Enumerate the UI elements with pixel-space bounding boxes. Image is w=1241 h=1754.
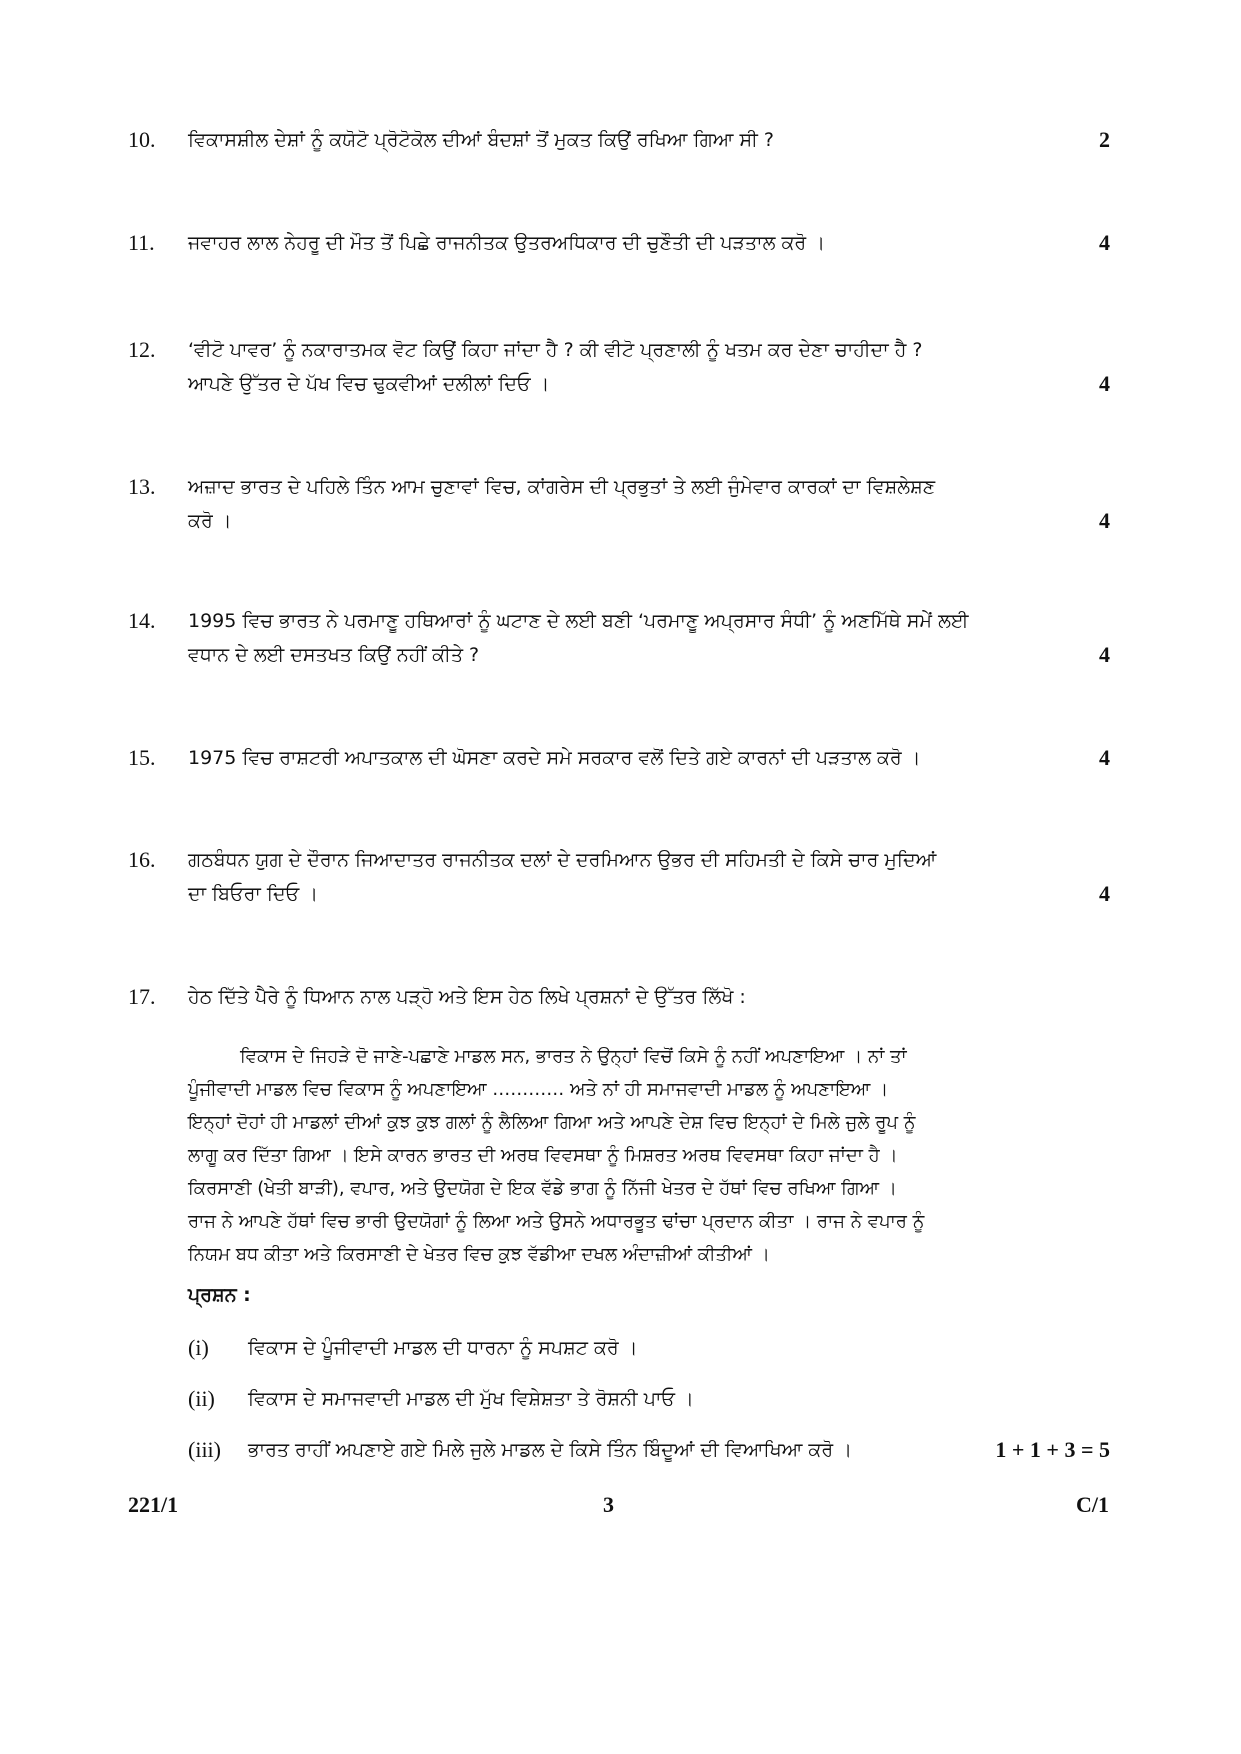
question-line: ਹੇਠ ਦਿੱਤੇ ਪੈਰੇ ਨੂੰ ਧਿਆਨ ਨਾਲ ਪੜ੍ਹੋ ਅਤੇ ਇਸ ਹੇਠ ਲਿਖੇ ਪ੍ਰਸ਼ਨਾਂ ਦੇ ਉੱਤਰ ਲਿੱਖੋ : — [188, 986, 746, 1008]
question-line: 1995 ਵਿਚ ਭਾਰਤ ਨੇ ਪਰਮਾਣੂ ਹਥਿਆਰਾਂ ਨੂੰ ਘਟਾਣ ਦੇ ਲਈ ਬਣੀ ‘ਪਰਮਾਣੂ ਅਪ੍ਰਸਾਰ ਸੰਧੀ’ ਨੂੰ ਅਣਮਿੱਥੇ ਸਮੇਂ ਲਈ — [188, 610, 969, 632]
sub-question-text: ਵਿਕਾਸ ਦੇ ਸਮਾਜਵਾਦੀ ਮਾਡਲ ਦੀ ਮੁੱਖ ਵਿਸ਼ੇਸ਼ਤਾ ਤੇ ਰੋਸ਼ਨੀ ਪਾਓ । — [248, 1388, 694, 1410]
sub-question-number: (i) — [188, 1335, 209, 1360]
passage-line: ਇਨ੍ਹਾਂ ਦੋਹਾਂ ਹੀ ਮਾਡਲਾਂ ਦੀਆਂ ਕੁਝ ਕੁਝ ਗਲਾਂ ਨੂੰ ਲੈਲਿਆ ਗਿਆ ਅਤੇ ਆਪਣੇ ਦੇਸ਼ ਵਿਚ ਇਨ੍ਹਾਂ ਦੇ ਮਿਲੇ ਜੁਲੇ ਰੂਪ ਨੂੰ — [188, 1112, 916, 1133]
passage-line: ਨਿਯਮ ਬਧ ਕੀਤਾ ਅਤੇ ਕਿਰਸਾਣੀ ਦੇ ਖੇਤਰ ਵਿਚ ਕੁਝ ਵੱਡੀਆ ਦਖਲ ਅੰਦਾਜ਼ੀਆਂ ਕੀਤੀਆਂ । — [188, 1244, 770, 1265]
question-text — [188, 604, 1068, 672]
question-line: ਜਵਾਹਰ ਲਾਲ ਨੇਹਰੂ ਦੀ ਮੌਤ ਤੋਂ ਪਿਛੇ ਰਾਜਨੀਤਕ ਉਤਰਅਧਿਕਾਰ ਦੀ ਚੁਣੌਤੀ ਦੀ ਪੜਤਾਲ ਕਰੋ । — [188, 232, 826, 254]
question-number: 15. — [128, 745, 156, 770]
question-text — [188, 333, 1068, 401]
question-17-marks: 1 + 1 + 3 = 5 — [995, 1437, 1110, 1462]
sub-question-number: (iii) — [188, 1437, 221, 1462]
question-line: ਦਾ ਬਿਓਰਾ ਦਿਓ । — [188, 883, 319, 905]
question-marks: 4 — [1099, 230, 1110, 255]
question-text — [188, 741, 1068, 775]
question-line: ‘ਵੀਟੋ ਪਾਵਰ’ ਨੂੰ ਨਕਾਰਾਤਮਕ ਵੋਟ ਕਿਉਂ ਕਿਹਾ ਜਾਂਦਾ ਹੈ ? ਕੀ ਵੀਟੋ ਪ੍ਰਣਾਲੀ ਨੂੰ ਖਤਮ ਕਰ ਦੇਣਾ ਚਾਹੀਦਾ ਹੈ ? — [188, 339, 923, 361]
question-number: 12. — [128, 337, 156, 362]
question-line: 1975 ਵਿਚ ਰਾਸ਼ਟਰੀ ਅਪਾਤਕਾਲ ਦੀ ਘੋਸਣਾ ਕਰਦੇ ਸਮੇ ਸਰਕਾਰ ਵਲੋਂ ਦਿਤੇ ਗਏ ਕਾਰਨਾਂ ਦੀ ਪੜਤਾਲ ਕਰੋ । — [188, 747, 921, 769]
question-text — [188, 843, 1068, 911]
question-line: ਕਰੋ । — [188, 510, 232, 532]
passage-line: ਰਾਜ ਨੇ ਆਪਣੇ ਹੱਥਾਂ ਵਿਚ ਭਾਰੀ ਉਦਯੋਗਾਂ ਨੂੰ ਲਿਆ ਅਤੇ ਉਸਨੇ ਅਧਾਰਭੂਤ ਢਾਂਚਾ ਪ੍ਰਦਾਨ ਕੀਤਾ । ਰਾਜ ਨੇ ਵਪਾਰ ਨੂੰ — [188, 1211, 925, 1232]
question-number: 11. — [128, 230, 155, 255]
question-line: ਵਿਕਾਸਸ਼ੀਲ ਦੇਸ਼ਾਂ ਨੂੰ ਕਯੋਟੋ ਪ੍ਰੋਟੋਕੋਲ ਦੀਆਂ ਬੰਦਸ਼ਾਂ ਤੋਂ ਮੁਕਤ ਕਿਉਂ ਰਖਿਆ ਗਿਆ ਸੀ ? — [188, 129, 775, 151]
page-number: 3 — [603, 1492, 614, 1517]
sub-question-number: (ii) — [188, 1386, 215, 1411]
question-number: 10. — [128, 127, 156, 152]
question-text — [188, 123, 1068, 157]
question-number: 14. — [128, 608, 156, 633]
question-number: 13. — [128, 474, 156, 499]
question-marks: 4 — [1099, 642, 1110, 667]
question-marks: 4 — [1099, 745, 1110, 770]
set-code: C/1 — [1076, 1492, 1109, 1517]
passage-line: ਪੂੰਜੀਵਾਦੀ ਮਾਡਲ ਵਿਚ ਵਿਕਾਸ ਨੂੰ ਅਪਣਾਇਆ ………… ਅਤੇ ਨਾਂ ਹੀ ਸਮਾਜਵਾਦੀ ਮਾਡਲ ਨੂੰ ਅਪਣਾਇਆ । — [188, 1079, 889, 1100]
question-line: ਗਠਬੰਧਨ ਯੁਗ ਦੇ ਦੌਰਾਨ ਜਿਆਦਾਤਰ ਰਾਜਨੀਤਕ ਦਲਾਂ ਦੇ ਦਰਮਿਆਨ ਉਭਰ ਦੀ ਸਹਿਮਤੀ ਦੇ ਕਿਸੇ ਚਾਰ ਮੁਦਿਆਂ — [188, 849, 937, 871]
question-text — [188, 980, 1068, 1014]
comprehension-passage — [188, 1040, 1068, 1271]
question-marks: 4 — [1099, 371, 1110, 396]
question-text — [188, 470, 1068, 538]
passage-line: ਕਿਰਸਾਣੀ (ਖੇਤੀ ਬਾੜੀ), ਵਪਾਰ, ਅਤੇ ਉਦਯੋਗ ਦੇ ਇਕ ਵੱਡੇ ਭਾਗ ਨੂੰ ਨਿੱਜੀ ਖੇਤਰ ਦੇ ਹੱਥਾਂ ਵਿਚ ਰਖਿਆ ਗਿਆ । — [188, 1178, 897, 1199]
question-line: ਆਪਣੇ ਉੱਤਰ ਦੇ ਪੱਖ ਵਿਚ ਢੁਕਵੀਆਂ ਦਲੀਲਾਂ ਦਿਓ । — [188, 373, 550, 395]
question-number: 16. — [128, 847, 156, 872]
question-marks: 4 — [1099, 881, 1110, 906]
passage-line: ਲਾਗੂ ਕਰ ਦਿੱਤਾ ਗਿਆ । ਇਸੇ ਕਾਰਨ ਭਾਰਤ ਦੀ ਅਰਥ ਵਿਵਸਥਾ ਨੂੰ ਮਿਸ਼ਰਤ ਅਰਥ ਵਿਵਸਥਾ ਕਿਹਾ ਜਾਂਦਾ ਹੈ । — [188, 1145, 898, 1166]
question-line: ਵਧਾਨ ਦੇ ਲਈ ਦਸਤਖਤ ਕਿਉਂ ਨਹੀਂ ਕੀਤੇ ? — [188, 644, 480, 666]
sub-question-text: ਵਿਕਾਸ ਦੇ ਪੂੰਜੀਵਾਦੀ ਮਾਡਲ ਦੀ ਧਾਰਨਾ ਨੂੰ ਸਪਸ਼ਟ ਕਰੋ । — [248, 1337, 638, 1359]
questions-label: ਪ੍ਰਸ਼ਨ : — [188, 1284, 251, 1306]
question-number: 17. — [128, 984, 156, 1009]
question-line: ਅਜ਼ਾਦ ਭਾਰਤ ਦੇ ਪਹਿਲੇ ਤਿੰਨ ਆਮ ਚੁਣਾਵਾਂ ਵਿਚ, ਕਾਂਗਰੇਸ ਦੀ ਪ੍ਰਭੁਤਾਂ ਤੇ ਲਈ ਜੁੰਮੇਵਾਰ ਕਾਰਕਾਂ ਦਾ ਵਿਸ਼ਲੇਸ਼ਣ — [188, 476, 936, 498]
question-marks: 2 — [1099, 127, 1110, 152]
sub-question-text: ਭਾਰਤ ਰਾਹੀਂ ਅਪਣਾਏ ਗਏ ਮਿਲੇ ਜੁਲੇ ਮਾਡਲ ਦੇ ਕਿਸੇ ਤਿੰਨ ਬਿੰਦੂਆਂ ਦੀ ਵਿਆਖਿਆ ਕਰੋ । — [248, 1439, 853, 1461]
passage-line: ਵਿਕਾਸ ਦੇ ਜਿਹੜੇ ਦੋ ਜਾਣੇ-ਪਛਾਣੇ ਮਾਡਲ ਸਨ, ਭਾਰਤ ਨੇ ਉਨ੍ਹਾਂ ਵਿਚੋਂ ਕਿਸੇ ਨੂੰ ਨਹੀਂ ਅਪਣਾਇਆ । ਨਾਂ ਤਾਂ — [240, 1046, 907, 1067]
question-marks: 4 — [1099, 508, 1110, 533]
paper-code: 221/1 — [128, 1492, 179, 1517]
question-text — [188, 226, 1068, 260]
